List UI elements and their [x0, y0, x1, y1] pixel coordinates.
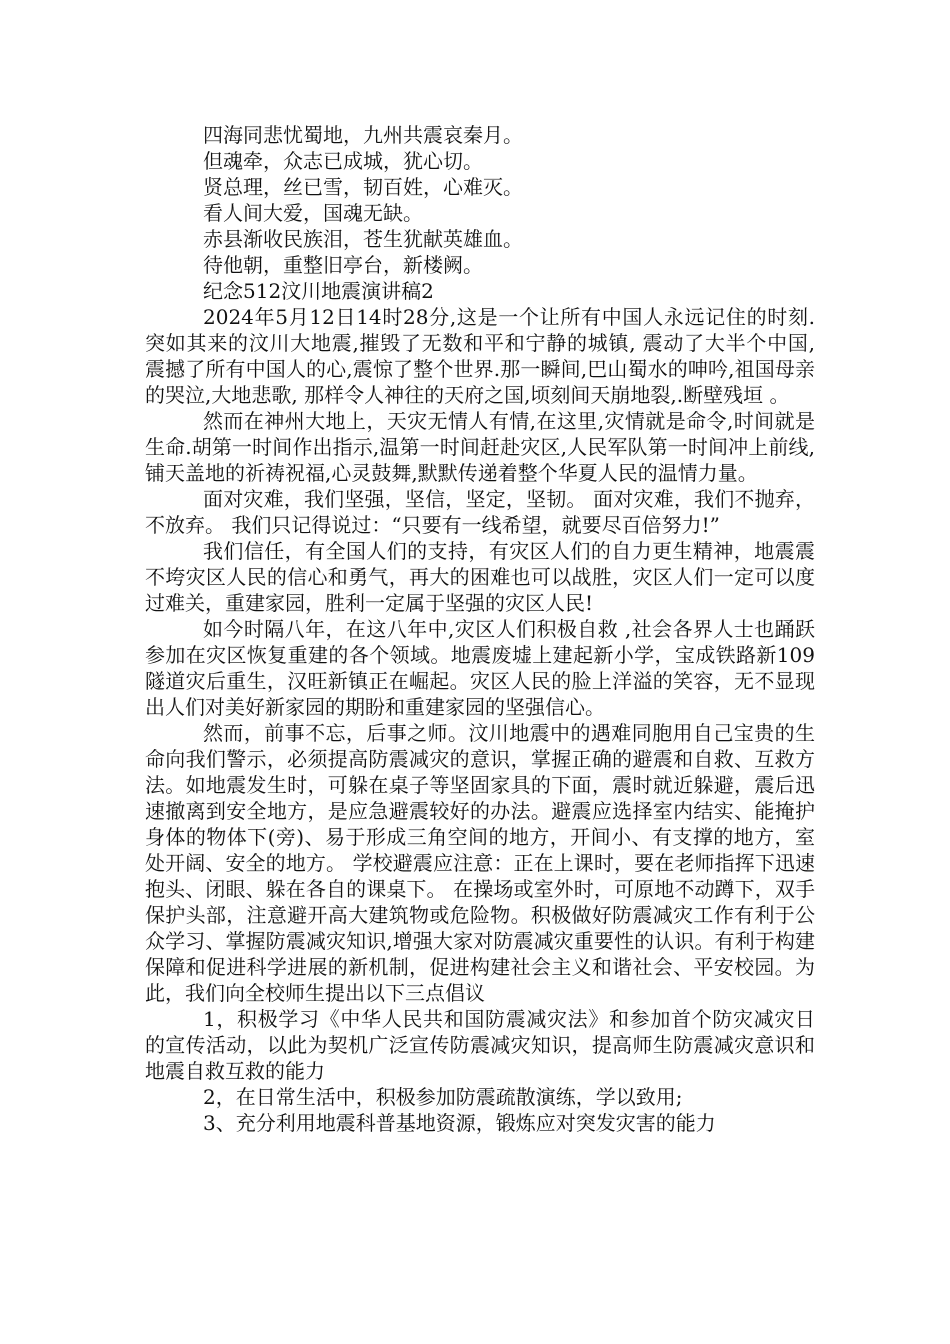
proposal-item: 1，积极学习《中华人民共和国防震减灾法》和参加首个防灾减灾日的宣传活动，以此为契机广泛宣传防震减灾知识，提高师生防震减灾意识和地震自救互救的能力	[145, 1007, 815, 1083]
paragraph: 然而在神州大地上，天灾无情人有情,在这里,灾情就是命令,时间就是生命.胡第一时间作出指示,温第一时间赶赴灾区,人民军队第一时间冲上前线, 铺天盖地的祈祷祝福,心灵鼓舞,默默传递着整个华夏人民的温情力量。	[145, 409, 815, 485]
section-title: 纪念512汶川地震演讲稿2	[203, 279, 434, 303]
poem-line: 看人间大爱，国魂无缺。	[203, 201, 423, 225]
proposal-item: 2，在日常生活中，积极参加防震疏散演练，学以致用;	[203, 1085, 683, 1109]
paragraph: 然而，前事不忘，后事之师。汶川地震中的遇难同胞用自己宝贵的生命向我们警示，必须提高防震减灾的意识，掌握正确的避震和自救、互救方法。如地震发生时，可躲在桌子等坚固家具的下面，震时就近躲避，震后迅速撤离到安全地方，是应急避震较好的办法。避震应选择室内结实、能掩护身体的物体下(旁)、易于形成三角空间的地方，开间小、有支撑的地方，室处开阔、安全的地方。 学校避震应注意：正在上课时，要在老师指挥下迅速抱头、闭眼、躲在各自的课桌下。 在操场或室外时，可原地不动蹲下，双手保护头部，注意避开高大建筑物或危险物。积极做好防震减灾工作有利于公众学习、掌握防震减灾知识,增强大家对防震减灾重要性的认识。有利于构建保障和促进科学进展的新机制，促进构建社会主义和谐社会、平安校园。为此，我们向全校师生提出以下三点倡议	[145, 721, 815, 1005]
poem-line: 赤县渐收民族泪，苍生犹献英雄血。	[203, 227, 523, 251]
poem-line: 但魂牵，众志已成城，犹心切。	[203, 149, 483, 173]
paragraph: 我们信任，有全国人们的支持，有灾区人们的自力更生精神，地震震不垮灾区人民的信心和勇气，再大的困难也可以战胜，灾区人们一定可以度过难关，重建家园，胜利一定属于坚强的灾区人民!	[145, 539, 815, 615]
proposal-item: 3、充分利用地震科普基地资源，锻炼应对突发灾害的能力	[203, 1111, 716, 1135]
poem-line: 贤总理，丝已雪，韧百姓，心难灭。	[203, 175, 523, 199]
poem-line: 四海同悲忧蜀地，九州共震哀秦月。	[203, 123, 523, 147]
paragraph: 2024年5月12日14时28分,这是一个让所有中国人永远记住的时刻. 突如其来的汶川大地震,摧毁了无数和平和宁静的城镇, 震动了大半个中国, 震撼了所有中国人的心,震惊了整个世界.那一瞬间,巴山蜀水的呻吟,祖国母亲的哭泣,大地悲歌, 那样令人神往的天府之国,顷刻间天崩地裂,.断壁残垣 。	[145, 305, 815, 407]
poem-line: 待他朝，重整旧亭台，新楼阙。	[203, 253, 483, 277]
document-body	[145, 122, 815, 1136]
paragraph: 如今时隔八年，在这八年中,灾区人们积极自救 ,社会各界人士也踊跃参加在灾区恢复重建的各个领域。地震废墟上建起新小学，宝成铁路新109隧道灾后重生，汉旺新镇正在崛起。灾区人民的脸上洋溢的笑容，无不显现出人们对美好新家园的期盼和重建家园的坚强信心。	[145, 617, 815, 719]
paragraph: 面对灾难，我们坚强，坚信，坚定，坚韧。 面对灾难，我们不抛弃，不放弃。 我们只记得说过：“只要有一线希望，就要尽百倍努力!”	[145, 487, 815, 537]
